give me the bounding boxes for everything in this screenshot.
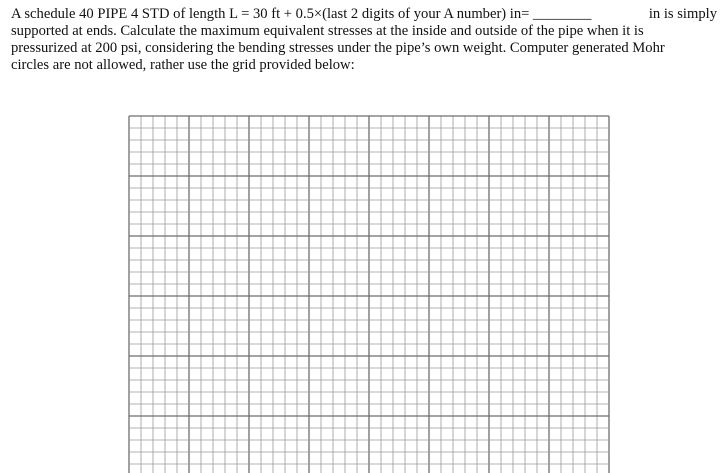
problem-line-1-text: A schedule 40 PIPE 4 STD of length L = 30 ft + 0.5×(last 2 digits of your A number) in= ________ [11,6,592,22]
problem-line-3: pressurized at 200 psi, considering the bending stresses under the pipe’s own weight. Computer generated Mohr [11,40,665,56]
problem-statement [11,6,717,74]
problem-line-1-end: in is simply [648,6,717,22]
mohr-circle-grid[interactable] [127,114,611,473]
problem-line-2: supported at ends. Calculate the maximum equivalent stresses at the inside and outside of the pipe when it is [11,23,644,39]
problem-line-1 [11,6,717,23]
grid-lines [129,116,609,473]
problem-line-4: circles are not allowed, rather use the grid provided below: [11,57,355,73]
